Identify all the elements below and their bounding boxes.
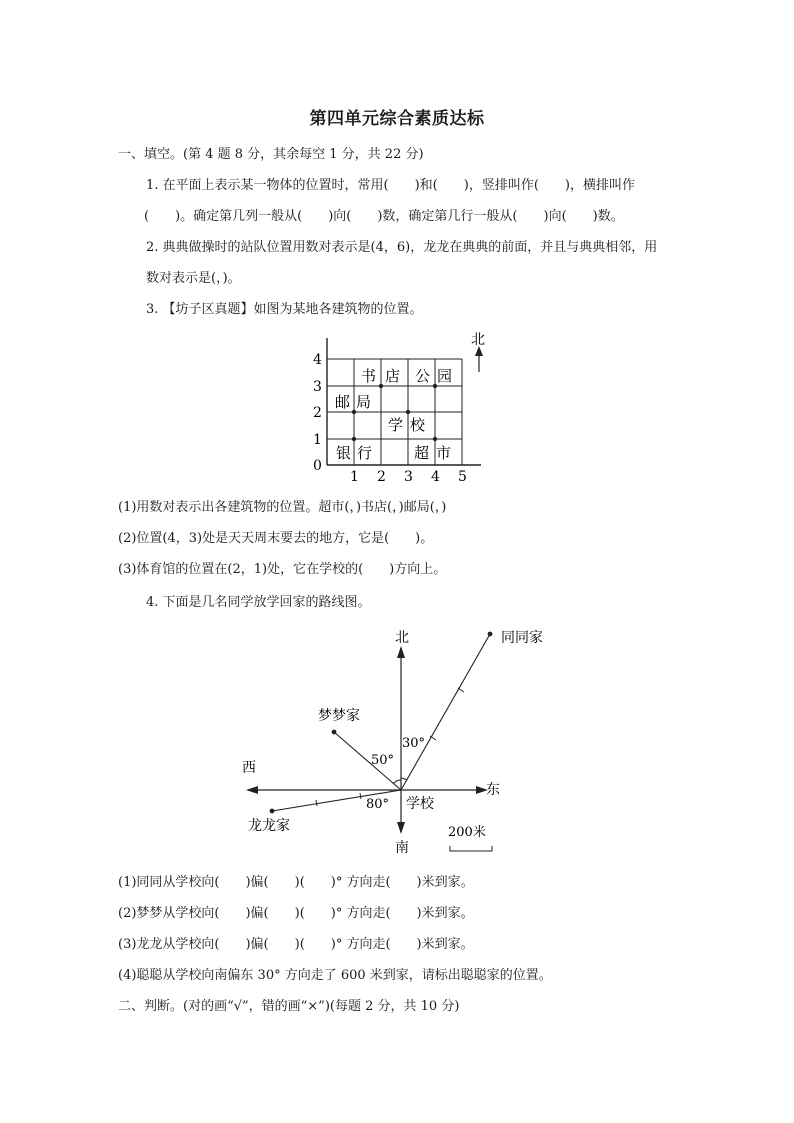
q2-line1: 2. 典典做操时的站队位置用数对表示是(4，6)，龙龙在典典的前面，并且与典典相邻，用 bbox=[146, 240, 658, 255]
section2-heading: 二、判断。(对的画“√”，错的画“×”)(每题 2 分，共 10 分) bbox=[118, 999, 460, 1014]
school-char2: 校 bbox=[410, 416, 426, 434]
long-home-label: 龙龙家 bbox=[248, 818, 290, 834]
q3-sub3: (3)体育馆的位置在(2，1)处，它在学校的( )方向上。 bbox=[118, 562, 447, 577]
post-office-char1: 邮 bbox=[335, 393, 351, 411]
y-tick-2: 2 bbox=[313, 405, 322, 421]
route-diagram bbox=[230, 620, 570, 860]
west-label: 西 bbox=[242, 760, 256, 776]
east-label: 东 bbox=[486, 782, 500, 798]
q3-sub1: (1)用数对表示出各建筑物的位置。超市(，)书店(，)邮局(，) bbox=[118, 500, 447, 515]
south-arrow-head bbox=[397, 822, 405, 834]
angle-30-label: 30° bbox=[402, 736, 426, 751]
q4-intro: 4. 下面是几名同学放学回家的路线图。 bbox=[146, 595, 371, 610]
supermarket-char2: 市 bbox=[436, 444, 452, 462]
q1-line1: 1. 在平面上表示某一物体的位置时，常用( )和( )，竖排叫作( )，横排叫作 bbox=[146, 178, 635, 193]
q2-line2: 数对表示是(，)。 bbox=[146, 271, 241, 286]
q4-sub1: (1)同同从学校向( )偏( )( )° 方向走( )米到家。 bbox=[118, 875, 474, 890]
tong-home-label: 同同家 bbox=[501, 630, 543, 646]
y-tick-3: 3 bbox=[313, 379, 322, 395]
x-tick-1: 1 bbox=[350, 469, 359, 485]
angle-80-label: 80° bbox=[366, 797, 390, 812]
x-tick-4: 4 bbox=[431, 469, 440, 485]
page-title: 第四单元综合素质达标 bbox=[309, 109, 485, 129]
building-grid-map bbox=[305, 328, 505, 488]
tong-tick-2 bbox=[458, 688, 464, 692]
q4-sub2: (2)梦梦从学校向( )偏( )( )° 方向走( )米到家。 bbox=[118, 906, 474, 921]
scale-label: 200米 bbox=[448, 825, 486, 840]
angle-50-label: 50° bbox=[371, 753, 395, 768]
post-office-char2: 局 bbox=[356, 393, 372, 411]
meng-home-label: 梦梦家 bbox=[318, 708, 360, 724]
north-label: 北 bbox=[471, 332, 485, 348]
school-label: 学校 bbox=[406, 796, 434, 812]
bank-char1: 银 bbox=[336, 444, 352, 462]
long-home-point bbox=[270, 809, 275, 814]
section1-heading: 一、填空。(第 4 题 8 分，其余每空 1 分，共 22 分) bbox=[118, 147, 424, 162]
scale-bar bbox=[450, 846, 492, 851]
y-tick-1: 1 bbox=[313, 432, 322, 448]
park-char2: 园 bbox=[437, 367, 453, 385]
west-arrow-head bbox=[246, 786, 258, 794]
x-tick-2: 2 bbox=[377, 469, 386, 485]
bookstore-char1: 书 bbox=[361, 367, 377, 385]
q4-sub3: (3)龙龙从学校向( )偏( )( )° 方向走( )米到家。 bbox=[118, 937, 474, 952]
q3-sub2: (2)位置(4，3)处是天天周末要去的地方，它是( )。 bbox=[118, 531, 434, 546]
south-label: 南 bbox=[395, 840, 409, 856]
q4-sub4: (4)聪聪从学校向南偏东 30° 方向走了 600 米到家，请标出聪聪家的位置。 bbox=[118, 968, 552, 983]
bank-char2: 行 bbox=[357, 444, 373, 462]
building-labels bbox=[335, 367, 452, 462]
supermarket-char1: 超 bbox=[414, 444, 430, 462]
tong-home-point bbox=[488, 632, 493, 637]
x-tick-3: 3 bbox=[404, 469, 413, 485]
tong-route bbox=[401, 634, 490, 790]
x-tick-5: 5 bbox=[458, 469, 467, 485]
meng-home-point bbox=[332, 730, 337, 735]
school-char1: 学 bbox=[388, 416, 404, 434]
long-tick-1 bbox=[316, 800, 317, 806]
north-label: 北 bbox=[395, 630, 409, 646]
long-tick-2 bbox=[360, 793, 361, 799]
north-arrow-head bbox=[397, 646, 405, 658]
q1-line2: ( )。确定第几列一般从( )向( )数，确定第几行一般从( )向( )数。 bbox=[144, 209, 624, 224]
y-tick-0: 0 bbox=[313, 458, 322, 474]
park-char1: 公 bbox=[415, 367, 431, 385]
q3-intro: 3. 【坊子区真题】如图为某地各建筑物的位置。 bbox=[146, 302, 423, 317]
bookstore-char2: 店 bbox=[385, 367, 401, 385]
angle-arc-30 bbox=[401, 778, 407, 780]
y-tick-4: 4 bbox=[313, 352, 322, 368]
